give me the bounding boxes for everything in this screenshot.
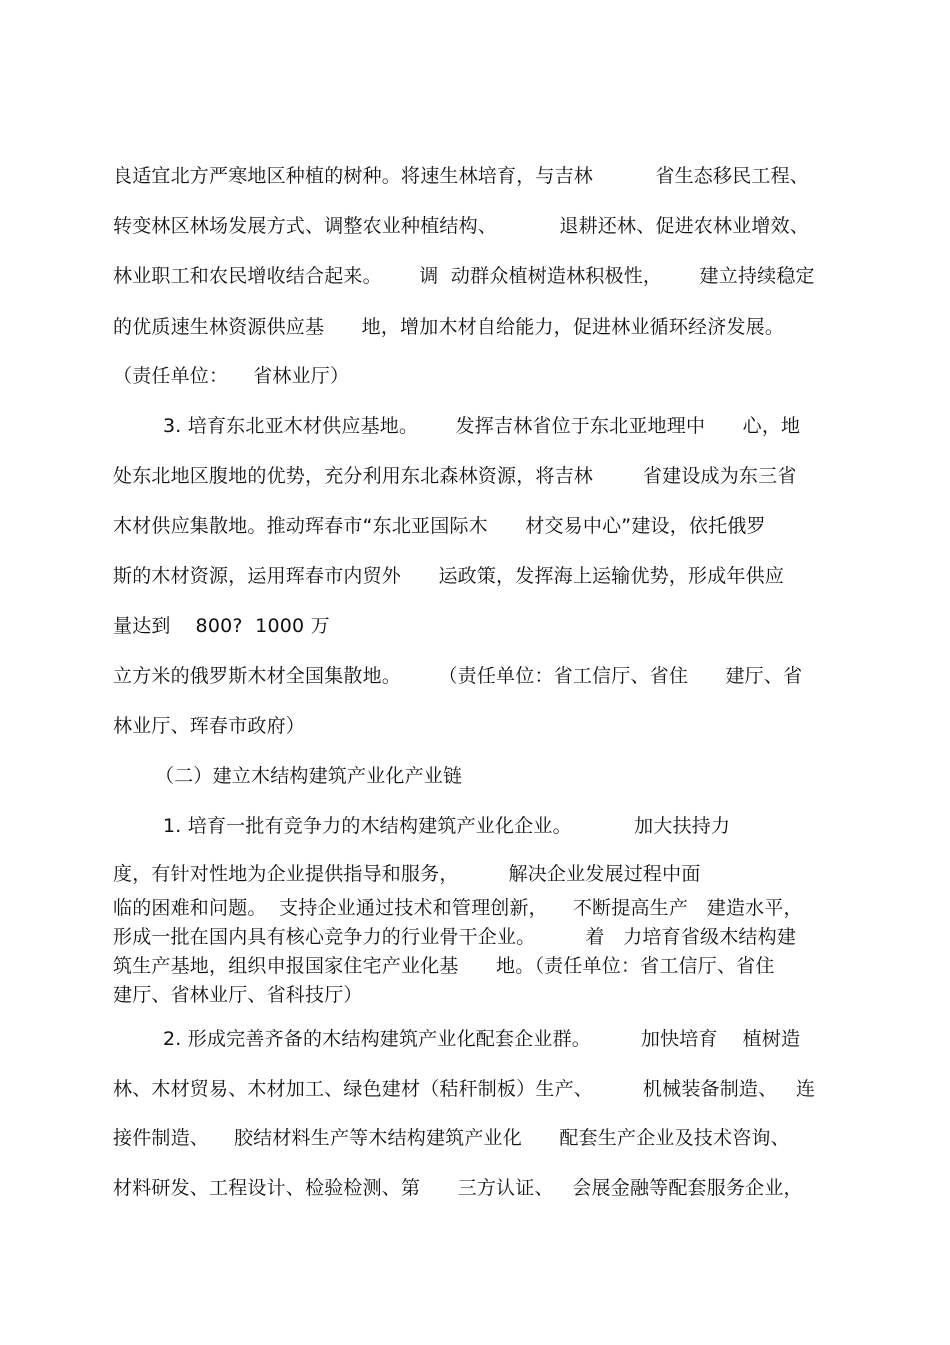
text-line-20: 2. 形成完善齐备的木结构建筑产业化配套企业群。 加快培育 植树造 xyxy=(163,1028,801,1050)
text-line-18: 筑生产基地，组织申报国家住宅产业化基 地。（责任单位：省工信厅、省住 xyxy=(113,955,775,977)
text-line-2: 转变林区林场发展方式、调整农业种植结构、 退耕还林、促进农林业增效、 xyxy=(113,215,809,237)
text-line-21: 林、木材贸易、木材加工、绿色建材（秸秆制板）生产、 机械装备制造、 连 xyxy=(113,1078,816,1100)
text-line-9: 斯的木材资源，运用珲春市内贸外 运政策，发挥海上运输优势，形成年供应 xyxy=(113,565,785,587)
text-line-11: 立方米的俄罗斯木材全国集散地。 （责任单位：省工信厅、省住 建厅、省 xyxy=(113,665,803,687)
text-line-22: 接件制造、 胶结材料生产等木结构建筑产业化 配套生产企业及技术咨询、 xyxy=(113,1127,790,1149)
text-line-14: 1. 培育一批有竞争力的木结构建筑产业化企业。 加大扶持力 xyxy=(163,815,731,837)
text-line-19: 建厅、省林业厅、省科技厅） xyxy=(113,984,363,1006)
text-line-15: 度，有针对性地为企业提供指导和服务， 解决企业发展过程中面 xyxy=(113,863,701,885)
text-line-6: 3. 培育东北亚木材供应基地。 发挥吉林省位于东北亚地理中 心，地 xyxy=(163,415,801,437)
text-line-3: 林业职工和农民增收结合起来。 调 动群众植树造林积极性， 建立持续稳定 xyxy=(113,265,815,287)
text-line-17: 形成一批在国内具有核心竞争力的行业骨干企业。 着 力培育省级木结构建 xyxy=(113,926,797,948)
text-line-1: 良适宜北方严寒地区种植的树种。将速生林培育，与吉林 省生态移民工程、 xyxy=(113,165,809,187)
text-line-7: 处东北地区腹地的优势，充分利用东北森林资源，将吉林 省建设成为东三省 xyxy=(113,465,797,487)
text-line-4: 的优质速生林资源供应基 地，增加木材自给能力，促进林业循环经济发展。 xyxy=(113,316,785,338)
text-line-12: 林业厅、珲春市政府） xyxy=(113,715,306,737)
text-line-10: 量达到 800? 1000 万 xyxy=(113,615,330,637)
text-line-23: 材料研发、工程设计、检验检测、第 三方认证、 会展金融等配套服务企业， xyxy=(113,1177,803,1199)
text-line-8: 木材供应集散地。推动珲春市“东北亚国际木 材交易中心”建设，依托俄罗 xyxy=(113,515,766,537)
section-heading: （二）建立木结构建筑产业化产业链 xyxy=(155,765,463,787)
text-line-16: 临的困难和问题。 支持企业通过技术和管理创新， 不断提高生产 建造水平， xyxy=(113,897,803,919)
text-line-5: （责任单位： 省林业厅） xyxy=(113,365,350,387)
